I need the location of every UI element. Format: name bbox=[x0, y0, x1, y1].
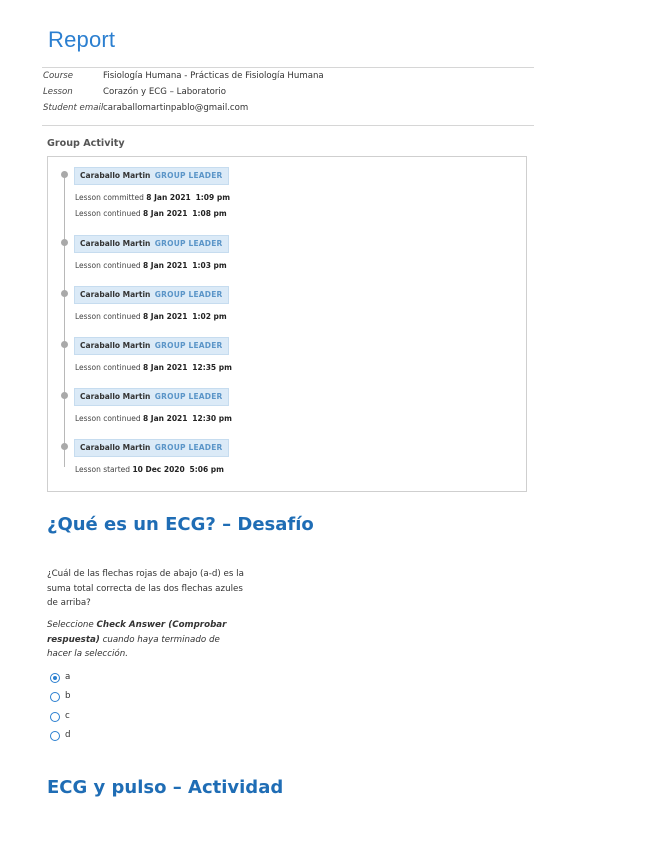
activity-log bbox=[75, 209, 227, 218]
log-date: 8 Jan 2021 bbox=[142, 363, 188, 372]
activity-log bbox=[75, 261, 227, 270]
user-name: Caraballo Martin bbox=[80, 171, 151, 180]
meta-course-label: Course bbox=[43, 71, 74, 81]
option-label: a bbox=[65, 672, 71, 682]
report-title: Report bbox=[48, 27, 116, 52]
user-role-badge: GROUP LEADER bbox=[154, 239, 223, 248]
timeline-dot-icon bbox=[61, 239, 68, 246]
user-role-badge: GROUP LEADER bbox=[154, 392, 223, 401]
option-label: b bbox=[65, 691, 71, 701]
group-activity-panel bbox=[47, 156, 527, 492]
activity-log bbox=[75, 312, 227, 321]
user-name: Caraballo Martin bbox=[80, 443, 151, 452]
challenge-question: ¿Cuál de las flechas rojas de abajo (a-d) es la suma total correcta de las dos flechas azules de arriba? bbox=[47, 569, 244, 608]
meta-email-value: caraballomartinpablo@gmail.com bbox=[103, 103, 249, 113]
user-tag bbox=[74, 388, 229, 406]
radio-icon[interactable] bbox=[50, 712, 60, 722]
log-time: 12:30 pm bbox=[192, 414, 232, 423]
user-name: Caraballo Martin bbox=[80, 290, 151, 299]
activity-log bbox=[75, 193, 230, 202]
log-time: 1:03 pm bbox=[192, 261, 227, 270]
radio-selected-icon[interactable] bbox=[50, 673, 60, 683]
log-date: 8 Jan 2021 bbox=[142, 261, 188, 270]
user-role-badge: GROUP LEADER bbox=[154, 443, 223, 452]
log-time: 1:09 pm bbox=[195, 193, 231, 202]
meta-lesson-value: Corazón y ECG – Laboratorio bbox=[103, 87, 227, 97]
challenge-title: ¿Qué es un ECG? – Desafío bbox=[47, 514, 314, 535]
log-date: 8 Jan 2021 bbox=[146, 193, 191, 202]
user-name: Caraballo Martin bbox=[80, 239, 151, 248]
log-date: 8 Jan 2021 bbox=[142, 312, 188, 321]
meta-email-label: Student email bbox=[43, 103, 104, 113]
log-action: Lesson continued bbox=[75, 261, 141, 270]
user-tag bbox=[74, 235, 229, 253]
check-answer-label: Check Answer (Comprobar respuesta) bbox=[47, 620, 227, 645]
meta-lesson-label: Lesson bbox=[43, 87, 73, 97]
user-role-badge: GROUP LEADER bbox=[154, 290, 223, 299]
timeline-dot-icon bbox=[61, 290, 68, 297]
meta-divider bbox=[42, 125, 534, 126]
header-divider bbox=[42, 67, 534, 68]
log-action: Lesson continued bbox=[75, 209, 141, 218]
option-label: c bbox=[65, 711, 70, 721]
instruction-suffix: cuando haya terminado de hacer la selección. bbox=[47, 634, 220, 659]
log-action: Lesson continued bbox=[75, 414, 141, 423]
log-date: 8 Jan 2021 bbox=[142, 209, 188, 218]
user-tag bbox=[74, 286, 229, 304]
group-activity-heading: Group Activity bbox=[47, 138, 125, 149]
log-action: Lesson continued bbox=[75, 312, 141, 321]
timeline-dot-icon bbox=[61, 171, 68, 178]
log-time: 1:08 pm bbox=[192, 209, 227, 218]
log-date: 10 Dec 2020 bbox=[132, 465, 185, 474]
log-time: 5:06 pm bbox=[189, 465, 224, 474]
timeline-line bbox=[64, 175, 65, 467]
log-time: 1:02 pm bbox=[192, 312, 227, 321]
meta-course-value: Fisiología Humana - Prácticas de Fisiología Humana bbox=[103, 71, 324, 81]
radio-icon[interactable] bbox=[50, 731, 60, 741]
challenge-instruction bbox=[47, 618, 247, 662]
radio-icon[interactable] bbox=[50, 692, 60, 702]
log-action: Lesson started bbox=[75, 465, 131, 474]
user-name: Caraballo Martin bbox=[80, 341, 151, 350]
activity-log bbox=[75, 363, 232, 372]
user-tag bbox=[74, 439, 229, 457]
activity-log bbox=[75, 414, 232, 423]
log-time: 12:35 pm bbox=[192, 363, 232, 372]
log-action: Lesson continued bbox=[75, 363, 141, 372]
option-label: d bbox=[65, 730, 71, 740]
user-role-badge: GROUP LEADER bbox=[154, 341, 223, 350]
timeline-dot-icon bbox=[61, 341, 68, 348]
next-section-title: ECG y pulso – Actividad bbox=[47, 777, 284, 798]
log-date: 8 Jan 2021 bbox=[142, 414, 188, 423]
timeline-dot-icon bbox=[61, 392, 68, 399]
user-role-badge: GROUP LEADER bbox=[154, 171, 223, 180]
timeline-dot-icon bbox=[61, 443, 68, 450]
log-action: Lesson committed bbox=[75, 193, 144, 202]
user-tag bbox=[74, 337, 229, 355]
instruction-prefix: Seleccione bbox=[47, 620, 97, 630]
user-tag bbox=[74, 167, 229, 185]
user-name: Caraballo Martin bbox=[80, 392, 151, 401]
activity-log bbox=[75, 465, 224, 474]
